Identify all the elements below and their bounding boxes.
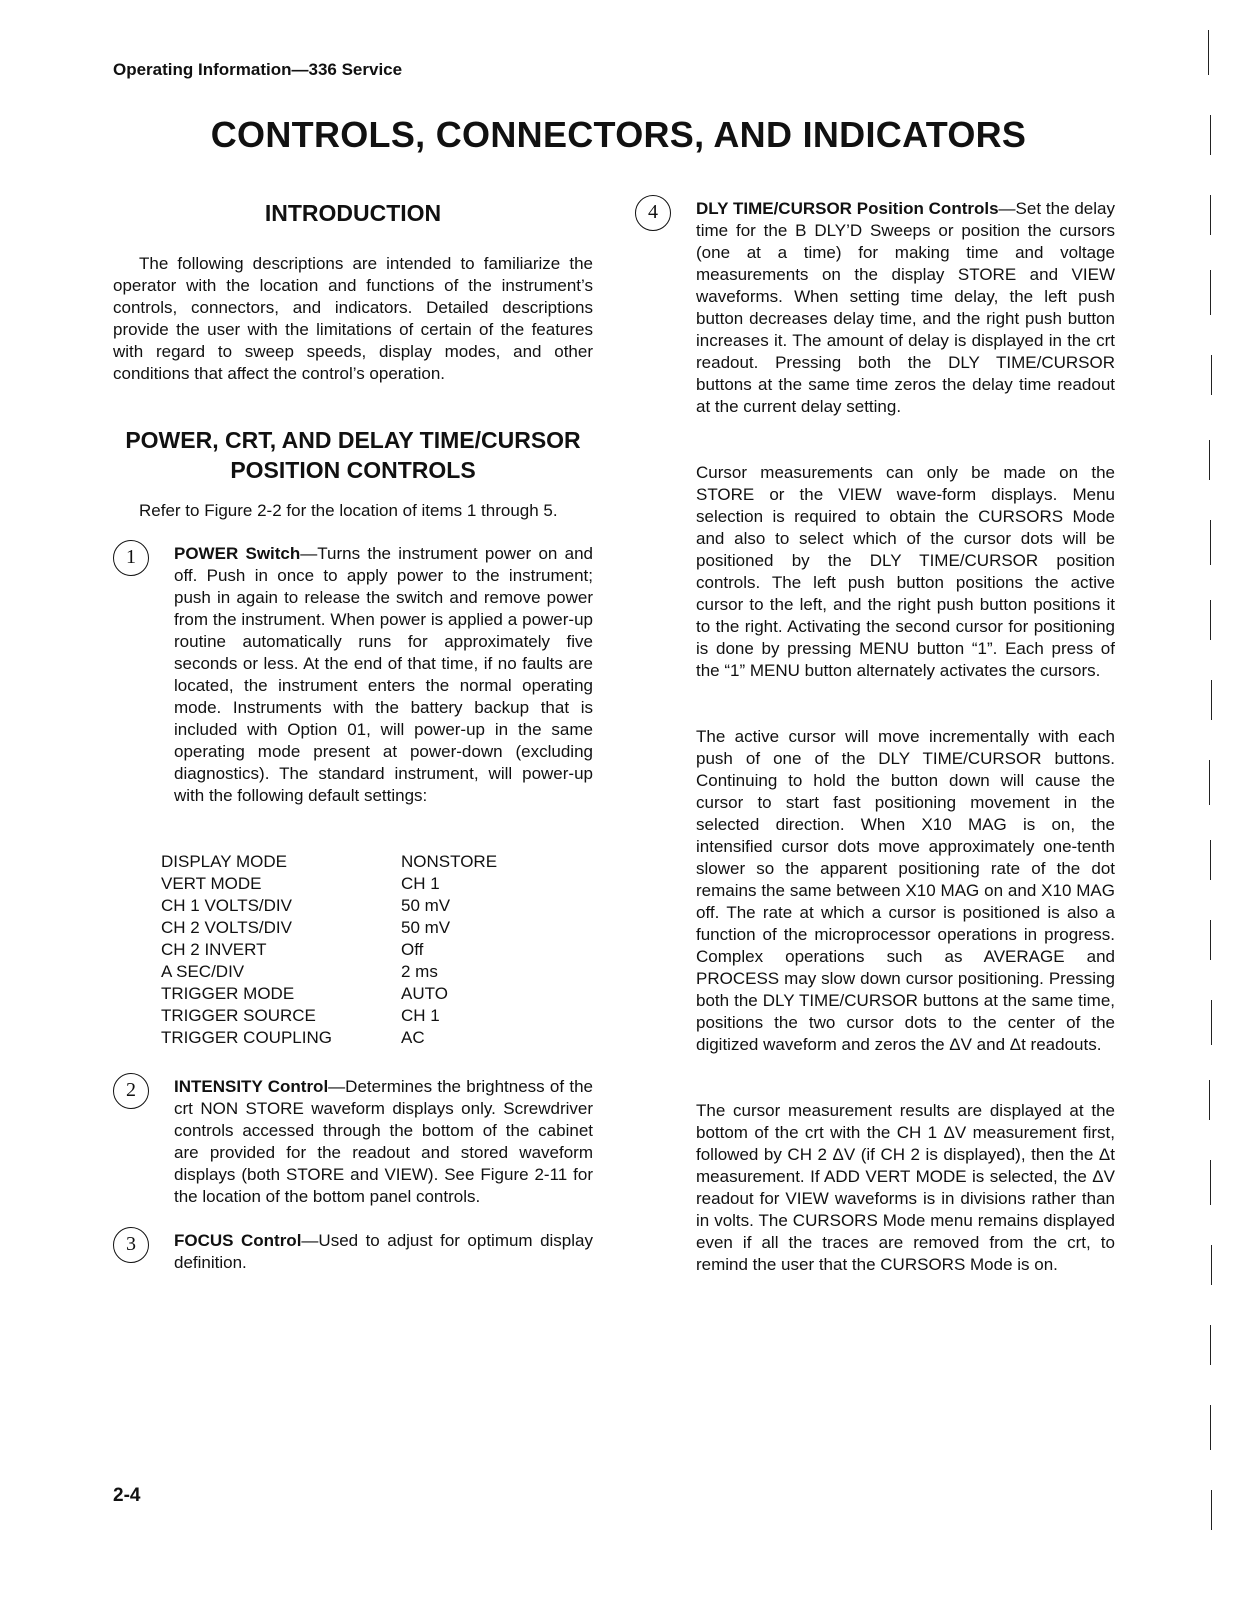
active-cursor-paragraph: The active cursor will move incrementally with each push of one of the DLY TIME/CURSOR buttons. Continuing to hold the button down will cause the cursor to start fast positioning movement in the selected direction. When X10 MAG is on, the intensified cursor dots move approximately one-tenth slower so the apparent positioning rate of the dot remains the same between X10 MAG on and X10 MAG off. The rate at which a cursor is positioned is also a function of the microprocessor operations in progress. Complex operations such as AVERAGE and PROCESS may slow down cursor positioning. Pressing both the DLY TIME/CURSOR buttons at the same time, positions the two cursor dots to the center of the digitized waveform and zeros the ΔV and Δt readouts. [696, 727, 1115, 1054]
introduction-text: The following descriptions are intended to familiarize the operator with the location and functions of the instrument’s controls, connectors, and indicators. Detailed descriptions provide the user with the limitations of certain of the features with regard to sweep speeds, display modes, and other conditions that affect the control’s operation. [113, 254, 593, 383]
setting-value: NONSTORE [401, 852, 498, 871]
cursor-results-paragraph: The cursor measurement results are displayed at the bottom of the crt with the CH 1 ΔV measurement first, followed by CH 2 ΔV (if CH 2 is displayed), then the Δt measurement. If ADD VERT MODE is selected, the ΔV readout for VIEW waveforms is in divisions rather than in volts. The CURSORS Mode menu remains displayed even if all the traces are removed from the crt, to remind the user that the CURSORS Mode is on. [696, 1101, 1115, 1274]
table-row [161, 873, 497, 895]
item-intensity-control [113, 1076, 593, 1208]
item-number-circle: 1 [113, 540, 149, 576]
setting-value: 50 mV [401, 918, 451, 937]
right-column [635, 198, 1115, 1276]
page-title: CONTROLS, CONNECTORS, AND INDICATORS [210, 114, 1027, 155]
binding-edge-mark [1210, 195, 1211, 235]
item-description: —Determines the brightness of the crt NON STORE waveform displays only. Screwdriver controls accessed through the bottom of the cabinet are provided for the readout and stored waveform displays (both STORE and VIEW). See Figure 2-11 for the location of the bottom panel controls. [174, 1077, 593, 1206]
power-section-heading-line1: POWER, CRT, AND DELAY TIME/CURSOR [125, 427, 581, 453]
binding-edge-mark [1209, 1080, 1210, 1120]
power-section-heading-line2: POSITION CONTROLS [230, 457, 476, 483]
running-head: Operating Information—336 Service [113, 60, 403, 79]
table-row [161, 851, 497, 873]
binding-edge-mark [1210, 1325, 1211, 1365]
setting-name: VERT MODE [161, 874, 262, 893]
item-focus-control [113, 1230, 593, 1274]
binding-edge-mark [1209, 440, 1210, 480]
binding-edge-mark [1210, 520, 1211, 565]
cursor-measurements-paragraph: Cursor measurements can only be made on the STORE or the VIEW wave-form displays. Menu selection is required to obtain the CURSORS Mode and also to select which of the cursor dots will be positioned by the DLY TIME/CURSOR position controls. The left push button positions the active cursor to the left, and the right push button positions it to the right. Activating the second cursor for positioning is done by pressing MENU button “1”. Each press of the “1” MENU button alternately activates the cursors. [696, 463, 1115, 680]
binding-edge-mark [1211, 355, 1212, 395]
item-text [174, 1076, 593, 1208]
setting-value: Off [401, 940, 424, 959]
item-number-circle: 4 [635, 195, 671, 231]
table-row [161, 983, 497, 1005]
setting-name: CH 2 INVERT [161, 940, 267, 959]
figure-reference: Refer to Figure 2-2 for the location of items 1 through 5. [139, 501, 558, 520]
item-number-circle: 2 [113, 1073, 149, 1109]
setting-name: DISPLAY MODE [161, 852, 287, 871]
binding-edge-mark [1210, 600, 1211, 640]
item-title: POWER Switch [174, 544, 301, 563]
item-description: —Used to adjust for optimum display definition. [174, 1231, 593, 1272]
item-number-circle: 3 [113, 1227, 149, 1263]
setting-name: A SEC/DIV [161, 962, 245, 981]
binding-edge-mark [1210, 920, 1211, 960]
table-row [161, 939, 497, 961]
item-power-switch [113, 543, 593, 807]
binding-edge-mark [1211, 1490, 1212, 1530]
left-column [113, 198, 593, 1274]
setting-value: 50 mV [401, 896, 451, 915]
binding-edge-mark [1210, 1160, 1211, 1205]
item-dly-time-cursor-controls [635, 198, 1115, 418]
binding-edge-mark [1210, 115, 1211, 155]
binding-edge-mark [1211, 1245, 1212, 1285]
binding-edge-mark [1209, 760, 1210, 805]
page-number: 2-4 [113, 1485, 141, 1506]
item-title: FOCUS Control [174, 1231, 302, 1250]
default-settings-table [161, 851, 497, 1049]
setting-value: AC [401, 1028, 425, 1047]
item-text [174, 1230, 593, 1274]
power-section-heading [113, 425, 593, 485]
setting-name: TRIGGER COUPLING [161, 1028, 332, 1047]
binding-edge-mark [1210, 1405, 1211, 1450]
table-row [161, 1027, 497, 1049]
item-text [696, 198, 1115, 418]
item-description: —Turns the instrument power on and off. Push in once to apply power to the instrument; push in again to release the switch and remove power from the instrument. When power is applied a power-up routine automatically runs for approximately five seconds or less. At the end of that time, if no faults are located, the instrument enters the normal operating mode. Instruments with the battery backup that is included with Option 01, will power-up in the same operating mode present at power-down (excluding diagnostics). The standard instrument, will power-up with the following default settings: [174, 544, 593, 805]
setting-value: CH 1 [401, 1006, 440, 1025]
item-title: DLY TIME/CURSOR Position Controls [696, 199, 999, 218]
binding-edge-mark [1211, 1000, 1212, 1045]
setting-value: AUTO [401, 984, 448, 1003]
table-row [161, 1005, 497, 1027]
setting-value: CH 1 [401, 874, 440, 893]
binding-edge-mark [1210, 270, 1211, 315]
binding-edge-mark [1208, 30, 1209, 75]
binding-edge-mark [1210, 840, 1211, 880]
table-row [161, 917, 497, 939]
introduction-heading: INTRODUCTION [264, 200, 442, 226]
item-description: —Set the delay time for the B DLY’D Sweeps or position the cursors (one at a time) for making time and voltage measurements on the display STORE and VIEW waveforms. When setting time delay, the left push button decreases delay time, and the right push button increases it. The amount of delay is displayed in the crt readout. Pressing both the DLY TIME/CURSOR buttons at the same time zeros the delay time readout at the current delay setting. [696, 199, 1115, 416]
setting-name: CH 1 VOLTS/DIV [161, 896, 292, 915]
item-text [174, 543, 593, 807]
setting-name: TRIGGER SOURCE [161, 1006, 316, 1025]
setting-name: CH 2 VOLTS/DIV [161, 918, 292, 937]
table-row [161, 961, 497, 983]
item-title: INTENSITY Control [174, 1077, 329, 1096]
binding-edge-mark [1211, 680, 1212, 720]
table-row [161, 895, 497, 917]
setting-value: 2 ms [401, 962, 438, 981]
setting-name: TRIGGER MODE [161, 984, 295, 1003]
